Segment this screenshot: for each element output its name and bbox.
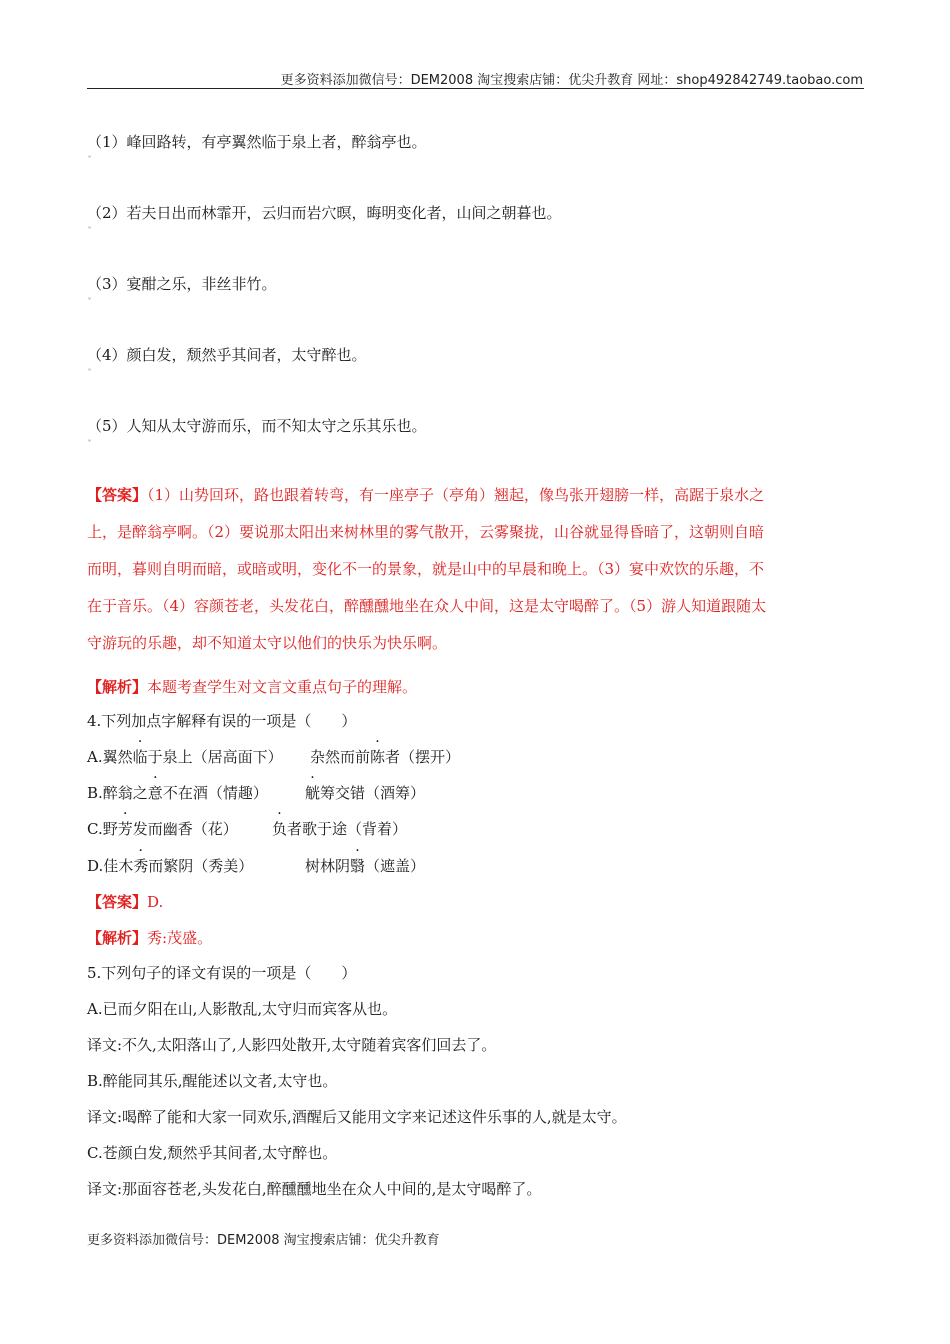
- q5-option-b: B.醉能同其乐,醒能述以文者,太守也。: [87, 1072, 338, 1090]
- dotted-char: 秀: [133, 857, 149, 875]
- page-header: 更多资料添加微信号：DEM2008 淘宝搜索店铺：优尖升教育 网址：shop492842749.taobao.com: [280, 73, 863, 88]
- option-text: （遮盖）: [365, 857, 426, 875]
- option-text: 者（摆开）: [385, 748, 461, 766]
- analysis-text: 秀:茂盛。: [147, 929, 213, 947]
- sentence-3: （3）宴酣之乐，非丝非竹。: [87, 275, 277, 293]
- answer-line: 守游玩的乐趣，却不知道太守以他们的快乐为快乐啊。: [87, 634, 448, 652]
- analysis-label: 【解析】: [87, 678, 148, 696]
- analysis-text: 本题考查学生对文言文重点句子的理解。: [147, 678, 418, 696]
- option-text: 者歌于途（背着）: [287, 820, 408, 838]
- answer-line: 在于音乐。（4）容颜苍老，头发花白，醉醺醺地坐在众人中间，这是太守喝醉了。（5）游人知道跟随太: [87, 597, 767, 615]
- option-text: 杂然而前: [310, 748, 371, 766]
- q4-option-c: [87, 818, 238, 839]
- page-footer: 更多资料添加微信号：DEM2008 淘宝搜索店铺：优尖升教育: [87, 1233, 440, 1248]
- paragraph-mark: ˇ: [87, 156, 92, 167]
- answer-label: 【答案】: [87, 486, 148, 504]
- q5-translation-c: 译文:那面容苍老,头发花白,醉醺醺地坐在众人中间的,是太守喝醉了。: [87, 1180, 542, 1198]
- dotted-char: 觥: [305, 784, 321, 802]
- paragraph-mark: ˇ: [87, 227, 92, 238]
- paragraph-mark: ˇ: [87, 369, 92, 380]
- q4-option-c-second: [272, 818, 407, 839]
- answer-text: D.: [147, 893, 164, 911]
- q5-stem: 5.下列句子的译文有误的一项是（ ）: [87, 964, 357, 982]
- q4-option-b: [87, 782, 268, 803]
- answer-line: 而明，暮则自明而暗，或暗或明，变化不一的景象，就是山中的早晨和晚上。（3）宴中欢饮的乐趣，不: [87, 560, 765, 578]
- option-text: 筹交错（酒筹）: [320, 784, 426, 802]
- sentence-4: （4）颜白发，颓然乎其间者，太守醉也。: [87, 346, 367, 364]
- dotted-char: 意: [147, 784, 163, 802]
- option-text: 发而幽香（花）: [132, 820, 238, 838]
- sentence-5: （5）人知从太守游而乐，而不知太守之乐其乐也。: [87, 417, 427, 435]
- option-text: D.佳木: [87, 857, 134, 875]
- q3-analysis: [87, 676, 417, 697]
- q4-analysis: [87, 927, 212, 948]
- option-text: A.翼然: [87, 748, 133, 766]
- q4-option-a-second: [310, 746, 460, 767]
- dotted-char: 芳: [117, 820, 133, 838]
- option-text: 于泉上（居高面下）: [147, 748, 283, 766]
- dotted-char: 陈: [370, 748, 386, 766]
- q4-option-a: [87, 746, 283, 767]
- dotted-char: 负: [272, 820, 288, 838]
- q4-option-d-second: [305, 855, 425, 876]
- option-text: B.醉翁之: [87, 784, 148, 802]
- q3-answer-block: [87, 477, 867, 662]
- q5-translation-a: 译文:不久,太阳落山了,人影四处散开,太守随着宾客们回去了。: [87, 1036, 497, 1054]
- analysis-label: 【解析】: [87, 929, 148, 947]
- q4-option-b-second: [305, 782, 425, 803]
- answer-line: （1）山势回环，路也跟着转弯，有一座亭子（亭角）翘起，像鸟张开翅膀一样，高踞于泉水之: [147, 486, 765, 504]
- option-text: C.野: [87, 820, 118, 838]
- dotted-char: 翳: [350, 857, 366, 875]
- sentence-2: （2）若夫日出而林霏开，云归而岩穴暝，晦明变化者，山间之朝暮也。: [87, 204, 562, 222]
- q5-option-c: C.苍颜白发,颓然乎其间者,太守醉也。: [87, 1144, 338, 1162]
- q5-translation-b: 译文:喝醉了能和大家一同欢乐,酒醒后又能用文字来记述这件乐事的人,就是太守。: [87, 1108, 627, 1126]
- q4-option-d: [87, 855, 253, 876]
- option-text: 而繁阴（秀美）: [148, 857, 254, 875]
- answer-line: 上，是醉翁亭啊。（2）要说那太阳出来树林里的雾气散开，云雾聚拢，山谷就显得昏暗了，这朝则自暗: [87, 523, 765, 541]
- paragraph-mark: ˇ: [87, 298, 92, 309]
- answer-label: 【答案】: [87, 893, 148, 911]
- dotted-char: 临: [132, 748, 148, 766]
- q4-answer: [87, 891, 163, 912]
- paragraph-mark: ˇ: [87, 440, 92, 451]
- option-text: 不在酒（情趣）: [162, 784, 268, 802]
- header-rule: [87, 88, 864, 89]
- q5-option-a: A.已而夕阳在山,人影散乱,太守归而宾客从也。: [87, 1000, 398, 1018]
- option-text: 树林阴: [305, 857, 351, 875]
- sentence-1: （1）峰回路转，有亭翼然临于泉上者，醉翁亭也。: [87, 133, 427, 151]
- q4-stem: 4.下列加点字解释有误的一项是（ ）: [87, 712, 357, 730]
